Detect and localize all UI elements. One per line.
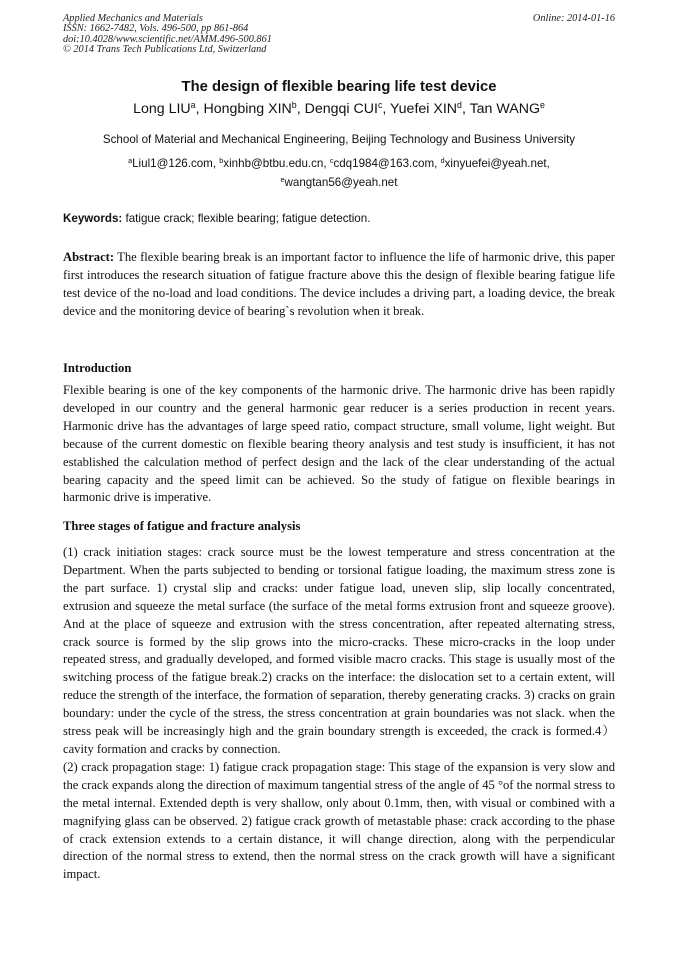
paragraph: (1) crack initiation stages: crack source must be the lowest temperature and stress concentration at the Department. When the parts subjected to bending or torsional fatigue loading, the maximum stress zone is the part surface. 1) crystal slip and cracks: under fatigue load, uneven slip, slip locally concentrated, extrusion and squeeze the metal surface (the surface of the metal forms extrusion front and squeeze groove). And at the place of squeeze and extrusion with the stress concentration, after repeated alternating stress, crack source is formed by the slip grows into the micro-cracks. These micro-cracks in the loop under repeated stress, and gradually developed, and formed visible macro cracks. This stage is usually most of the switching process of the fatigue break.2) cracks on the interface: the dislocation set to a certain extent, will reduce the strength of the interface, the formation of separation, thereby generating cracks. 3) cracks on grain boundary: under the cycle of the stress, the stress concentration at grain boundaries was not slack. when the stress peak will be increasingly high and the grain boundary strength is exceeded, the crack is formed.4）cavity formation and cracks by connection.: [63, 545, 615, 756]
author: Yuefei XIN$^d$: [389, 100, 462, 117]
journal-header: [63, 14, 272, 55]
email: $^c$cdq1984@163.com: [329, 156, 435, 170]
doi-line: doi:10.4028/www.scientific.net/AMM.496-500.861: [63, 33, 272, 45]
keywords: [63, 212, 615, 225]
online-date: Online: 2014-01-16: [532, 13, 615, 24]
email: $^d$xinyuefei@yeah.net: [440, 156, 547, 170]
abstract: [63, 249, 615, 321]
author: Dengqi CUI$^c$: [304, 100, 383, 117]
author: Tan WANG$^e$: [469, 100, 545, 117]
author-list: Long LIU$^a$, Hongbing XIN$^b$, Dengqi CUI$^c$, Yuefei XIN$^d$, Tan WANG$^e$: [133, 100, 545, 117]
affiliation: School of Material and Mechanical Engineering, Beijing Technology and Business University: [102, 133, 576, 146]
email-list: $^a$Liul1@126.com, $^b$xinhb@btbu.edu.cn, $^c$cdq1984@163.com, $^d$xinyuefei@yeah.net, $^e$wangtan56@yeah.net: [128, 156, 550, 189]
author: Hongbing XIN$^b$: [203, 100, 297, 117]
journal-name: Applied Mechanics and Materials: [63, 13, 203, 24]
paragraph: (2) crack propagation stage: 1) fatigue crack propagation stage: This stage of the expansion is very slow and the crack expands along the direction of maximum tangential stress of the angle of 45 °of the normal stress to the metal internal. Extended depth is very shallow, only about 0.1mm, then, with visual or combined with a magnifying glass can be observed. 2) fatigue crack growth of metastable phase: crack according to the phase of crack extension extends to a certain distance, it will change direction, along with the perpendicular direction of the normal stress to extend, then the normal stress on the crack growth will have a significant impact.: [63, 759, 615, 882]
keywords-label: Keywords:: [63, 212, 123, 225]
keywords-text: fatigue crack; flexible bearing; fatigue detection.: [125, 212, 371, 225]
copyright-line: © 2014 Trans Tech Publications Ltd, Switzerland: [63, 43, 267, 55]
issn-line: ISSN: 1662-7482, Vols. 496-500, pp 861-864: [63, 23, 249, 35]
email: $^e$wangtan56@yeah.net: [280, 175, 398, 189]
author: Long LIU$^a$: [133, 100, 196, 117]
email: $^a$Liul1@126.com: [128, 156, 213, 170]
paper-title: The design of flexible bearing life test device: [181, 79, 497, 95]
email: $^b$xinhb@btbu.edu.cn: [219, 156, 324, 170]
introduction-paragraph: Flexible bearing is one of the key components of the harmonic drive. The harmonic drive has been rapidly developed in our country and the general harmonic gear reducer is a series production in recent years. Harmonic drive has the advantages of large speed ratio, compact structure, small volume, light weight. But because of the current domestic on flexible bearing theory analysis and test study is insufficient, it has not established the calculation method of perfect design and the lack of the clear understanding of the actual bearing capacity and the speed limit can be achieved. So the study of fatigue on flexible bearings in harmonic drive is imperative.: [63, 383, 615, 505]
abstract-label: Abstract:: [63, 250, 115, 264]
fatigue-stages-body: [63, 544, 615, 884]
abstract-text: The flexible bearing break is an important factor to influence the life of harmonic drive, this paper first introduces the research situation of fatigue fracture above this the design of flexible bearing fatigue life test device of the no-load and load conditions. The device includes a driving part, a loading device, the break device and the monitoring device of bearing`s revolution when it break.: [63, 250, 615, 318]
section-heading-introduction: Introduction: [63, 361, 132, 375]
section-heading-fatigue-stages: Three stages of fatigue and fracture analysis: [63, 519, 301, 533]
